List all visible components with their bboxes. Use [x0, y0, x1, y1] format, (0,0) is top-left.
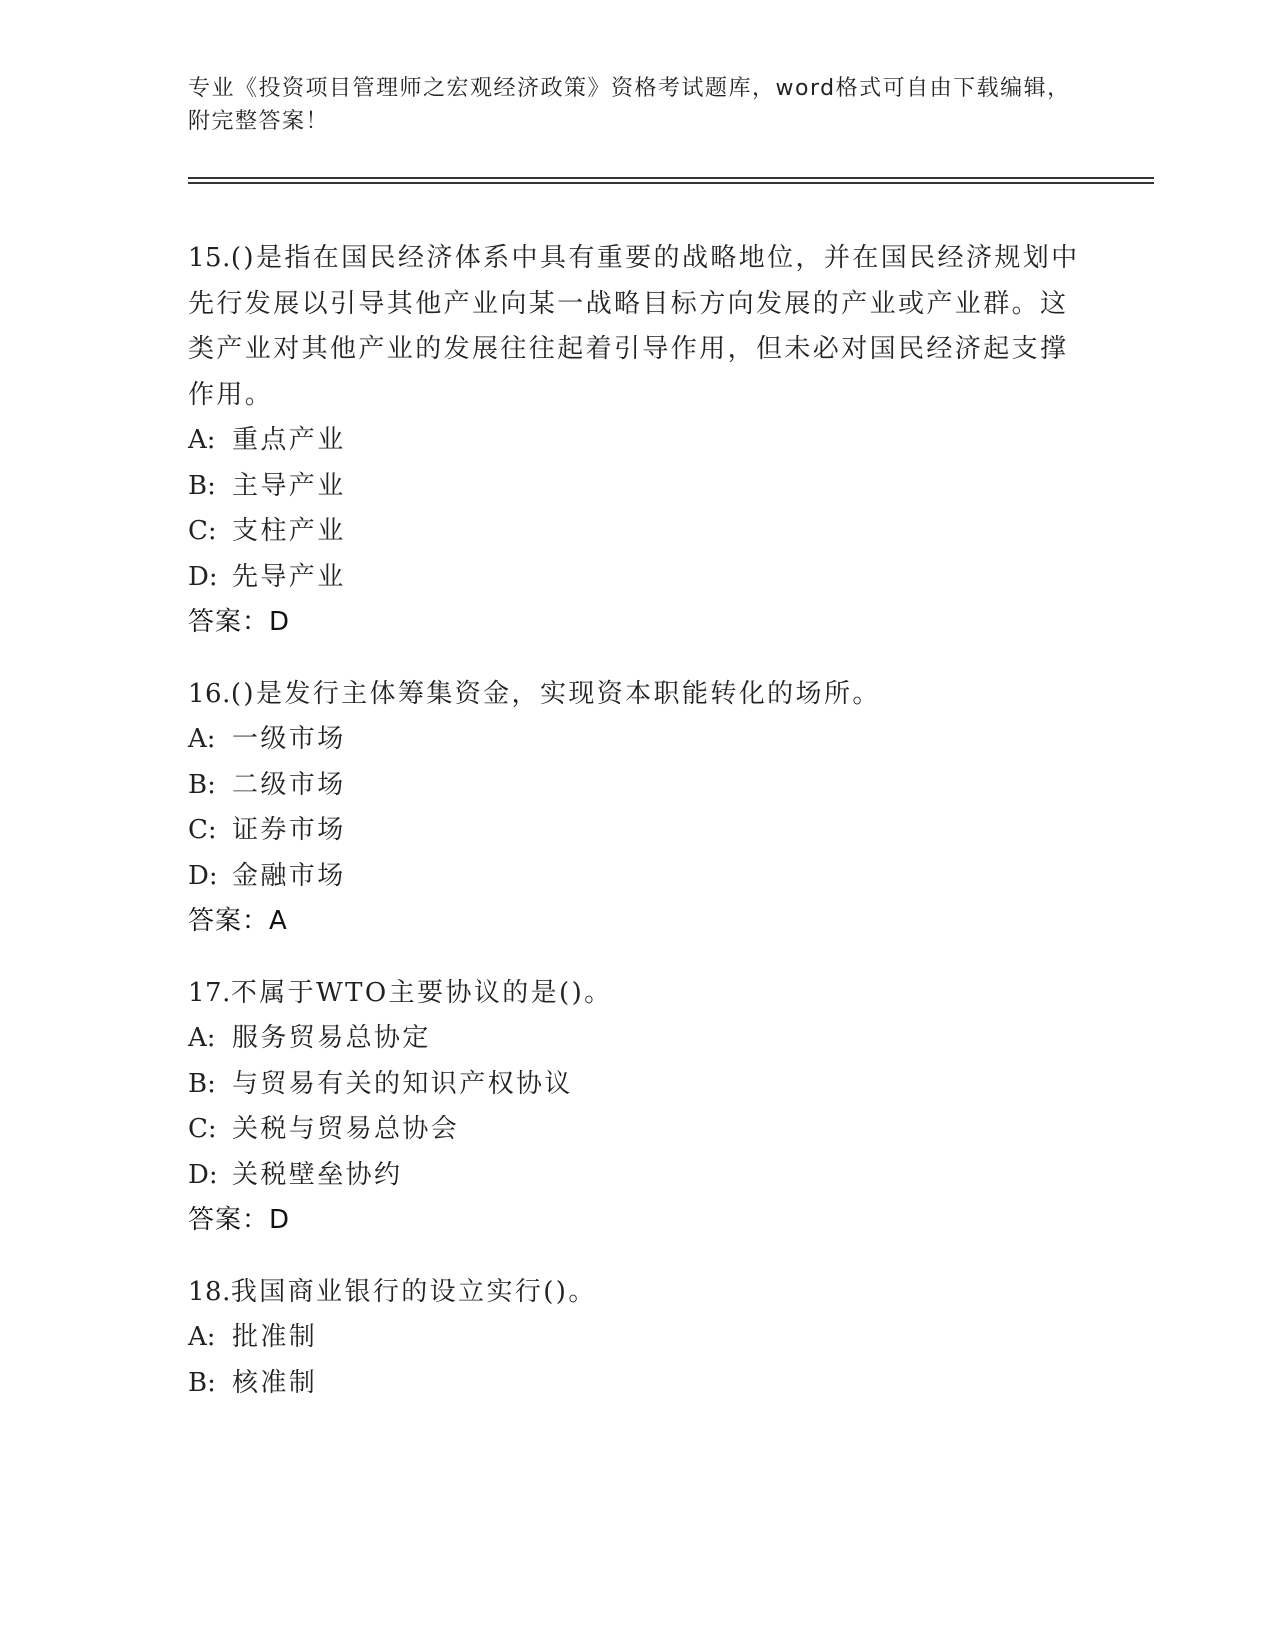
- option-key: A:: [188, 425, 216, 455]
- option-text: 服务贸易总协定: [232, 1023, 431, 1053]
- option-text: 关税壁垒协约: [232, 1159, 403, 1190]
- question-16: [188, 672, 1088, 945]
- header-divider-top: [188, 177, 1154, 179]
- answer-line: 答案：D: [188, 1205, 291, 1235]
- option-key: C:: [188, 516, 217, 546]
- question-text: 我国商业银行的设立实行()。: [230, 1276, 597, 1307]
- answer-line: 答案：D: [188, 607, 291, 637]
- option-d: [188, 1153, 1088, 1199]
- option-text: 与贸易有关的知识产权协议: [232, 1068, 573, 1099]
- option-text: 重点产业: [232, 425, 346, 455]
- option-key: D:: [188, 561, 218, 592]
- option-c: [188, 1107, 1088, 1153]
- option-c: [188, 808, 1088, 854]
- option-text: 金融市场: [232, 860, 346, 891]
- option-b: [188, 464, 1088, 510]
- question-number: 17.: [188, 977, 231, 1008]
- option-a: [188, 418, 1088, 464]
- option-text: 主导产业: [232, 470, 346, 501]
- option-text: 证券市场: [232, 815, 346, 845]
- option-text: 支柱产业: [232, 516, 346, 546]
- question-number: 15.: [188, 243, 231, 273]
- question-list: [188, 236, 1088, 1432]
- question-text: ()是指在国民经济体系中具有重要的战略地位，并在国民经济规划中先行发展以引导其他产业向某一战略目标方向发展的产业或产业群。这类产业对其他产业的发展往往起着引导作用，但未必对国民经济起支撑作用。: [188, 243, 1080, 410]
- question-17: [188, 971, 1088, 1244]
- question-stem: [188, 236, 1088, 418]
- option-key: D:: [188, 860, 218, 891]
- option-d: [188, 555, 1088, 601]
- option-text: 二级市场: [232, 769, 346, 800]
- option-b: [188, 1361, 1088, 1407]
- option-a: [188, 1315, 1088, 1361]
- option-b: [188, 1062, 1088, 1108]
- option-a: [188, 1016, 1088, 1062]
- document-header: 专业《投资项目管理师之宏观经济政策》资格考试题库，word格式可自由下载编辑，附完整答案！: [188, 76, 1071, 134]
- option-text: 核准制: [232, 1367, 318, 1398]
- header-divider-bottom: [188, 182, 1154, 184]
- option-key: B:: [188, 1367, 216, 1398]
- question-text: 不属于WTO主要协议的是()。: [230, 977, 613, 1008]
- option-key: A:: [188, 724, 216, 754]
- question-stem: [188, 1270, 1088, 1316]
- option-key: A:: [188, 1322, 216, 1352]
- option-key: C:: [188, 1114, 217, 1144]
- option-b: [188, 763, 1088, 809]
- option-key: C:: [188, 815, 217, 845]
- option-key: B:: [188, 769, 216, 800]
- question-text: ()是发行主体筹集资金，实现资本职能转化的场所。: [230, 678, 881, 709]
- option-text: 一级市场: [232, 724, 346, 754]
- question-stem: [188, 672, 1088, 718]
- option-text: 批准制: [232, 1322, 318, 1352]
- option-key: B:: [188, 1068, 216, 1099]
- question-number: 18.: [188, 1276, 231, 1307]
- option-text: 先导产业: [232, 561, 346, 592]
- option-key: B:: [188, 470, 216, 501]
- question-18: [188, 1270, 1088, 1407]
- option-a: [188, 717, 1088, 763]
- question-stem: [188, 971, 1088, 1017]
- question-15: [188, 236, 1088, 646]
- answer-line: 答案：A: [188, 906, 288, 936]
- option-key: D:: [188, 1159, 218, 1190]
- question-number: 16.: [188, 678, 231, 709]
- option-text: 关税与贸易总协会: [232, 1114, 460, 1144]
- option-c: [188, 509, 1088, 555]
- option-d: [188, 854, 1088, 900]
- option-key: A:: [188, 1023, 216, 1053]
